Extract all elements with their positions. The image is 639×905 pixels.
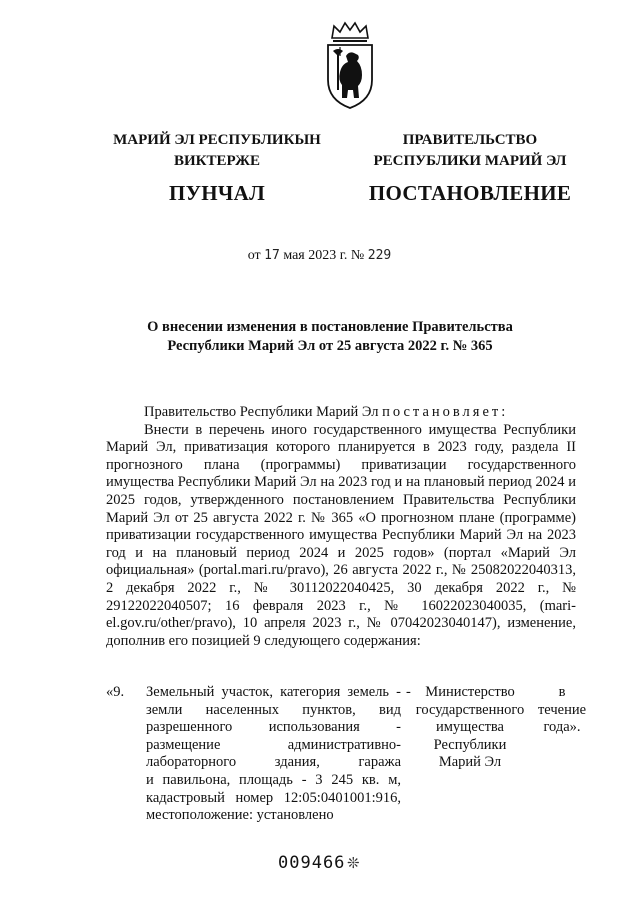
privatization-term <box>526 684 598 737</box>
lead-paragraph <box>106 404 576 422</box>
dateline <box>0 248 639 264</box>
header-left-line2: ВИКТЕРЖЕ <box>173 153 261 169</box>
header-right-line2: РЕСПУБЛИКИ МАРИЙ ЭЛ <box>373 153 567 169</box>
description-line: местоположение: установлено <box>146 807 334 824</box>
document-title <box>80 318 580 356</box>
description-line: лабораторного здания, гаража <box>146 754 401 771</box>
column-dash: - <box>406 684 411 700</box>
main-paragraph: Внести в перечень иного государственного имущества Республики Марий Эл, приватизация которого планируется в 2023 году, раздела II прогнозного плана (программы) приватизации государственного имущества Республики Марий Эл на 2023 год и на плановый период 2024 и 2025 годов, утвержденного постановлением Правительства Республики Марий Эл от 25 августа 2022 г. № 365 «О прогнозном плане (программе) приватизации государственного имущества Республики Марий Эл на 2023 год и на плановый период 2024 и 2025 годов» (портал «Марий Эл официальная» (portal.mari.ru/pravo), 26 августа 2022 г., № 25082022040313, 2 декабря 2022 г., № 30112022040425, 30 декабря 2022 г., № 29122022040507; 16 февраля 2023 г., № 16022023040035, (mari-el.gov.ru/other/pravo), 10 апреля 2023 г., № 07042023040147), изменение, дополнив его позицией 9 следующего содержания: <box>106 421 576 649</box>
description-line: земли населенных пунктов, вид <box>146 701 401 718</box>
description-line: разрешенного использования - <box>146 719 401 736</box>
lead-verb: постановляет: <box>382 404 509 420</box>
description-line: кадастровый номер 12:05:0401001:916, <box>146 789 401 806</box>
title-line1: О внесении изменения в постановление Правительства <box>147 319 513 335</box>
mari-el-coat-of-arms-icon <box>322 20 378 110</box>
department-line: Марий Эл <box>438 754 502 771</box>
document-body <box>106 404 576 650</box>
serial-ornament-icon: ❊ <box>347 856 360 872</box>
description-line: Земельный участок, категория земель - <box>146 684 401 700</box>
term-line: в <box>558 684 566 700</box>
department-line: государственного <box>415 701 525 718</box>
title-line2: Республики Марий Эл от 25 августа 2022 г. № 365 <box>167 338 493 354</box>
header-right-doc-type: ПОСТАНОВЛЕНИЕ <box>368 181 572 205</box>
header-right-line1: ПРАВИТЕЛЬСТВО <box>402 132 538 148</box>
row-number: «9. <box>106 684 125 700</box>
responsible-department <box>414 684 526 772</box>
date-month-year: мая 2023 г. № <box>283 248 365 263</box>
header-right-block <box>350 130 590 206</box>
department-line: Республики <box>433 736 507 753</box>
description-line: размещение административно- <box>146 736 401 753</box>
term-line: года». <box>543 719 581 736</box>
header-left-line1: МАРИЙ ЭЛ РЕСПУБЛИКЫН <box>113 132 321 148</box>
header-left-block <box>92 130 342 206</box>
description-line: и павильона, площадь - 3 245 кв. м, <box>146 771 401 788</box>
form-serial-number: 009466 <box>278 853 346 873</box>
department-line: Министерство <box>425 684 515 700</box>
date-day: 17 <box>264 248 280 263</box>
document-number: 229 <box>367 248 392 263</box>
property-description <box>146 684 401 825</box>
lead-text: Правительство Республики Марий Эл <box>144 404 379 420</box>
date-prefix: от <box>247 248 261 263</box>
header-left-doc-type: ПУНЧАЛ <box>168 181 266 205</box>
department-line: имущества <box>435 719 504 736</box>
term-line: течение <box>537 701 587 718</box>
